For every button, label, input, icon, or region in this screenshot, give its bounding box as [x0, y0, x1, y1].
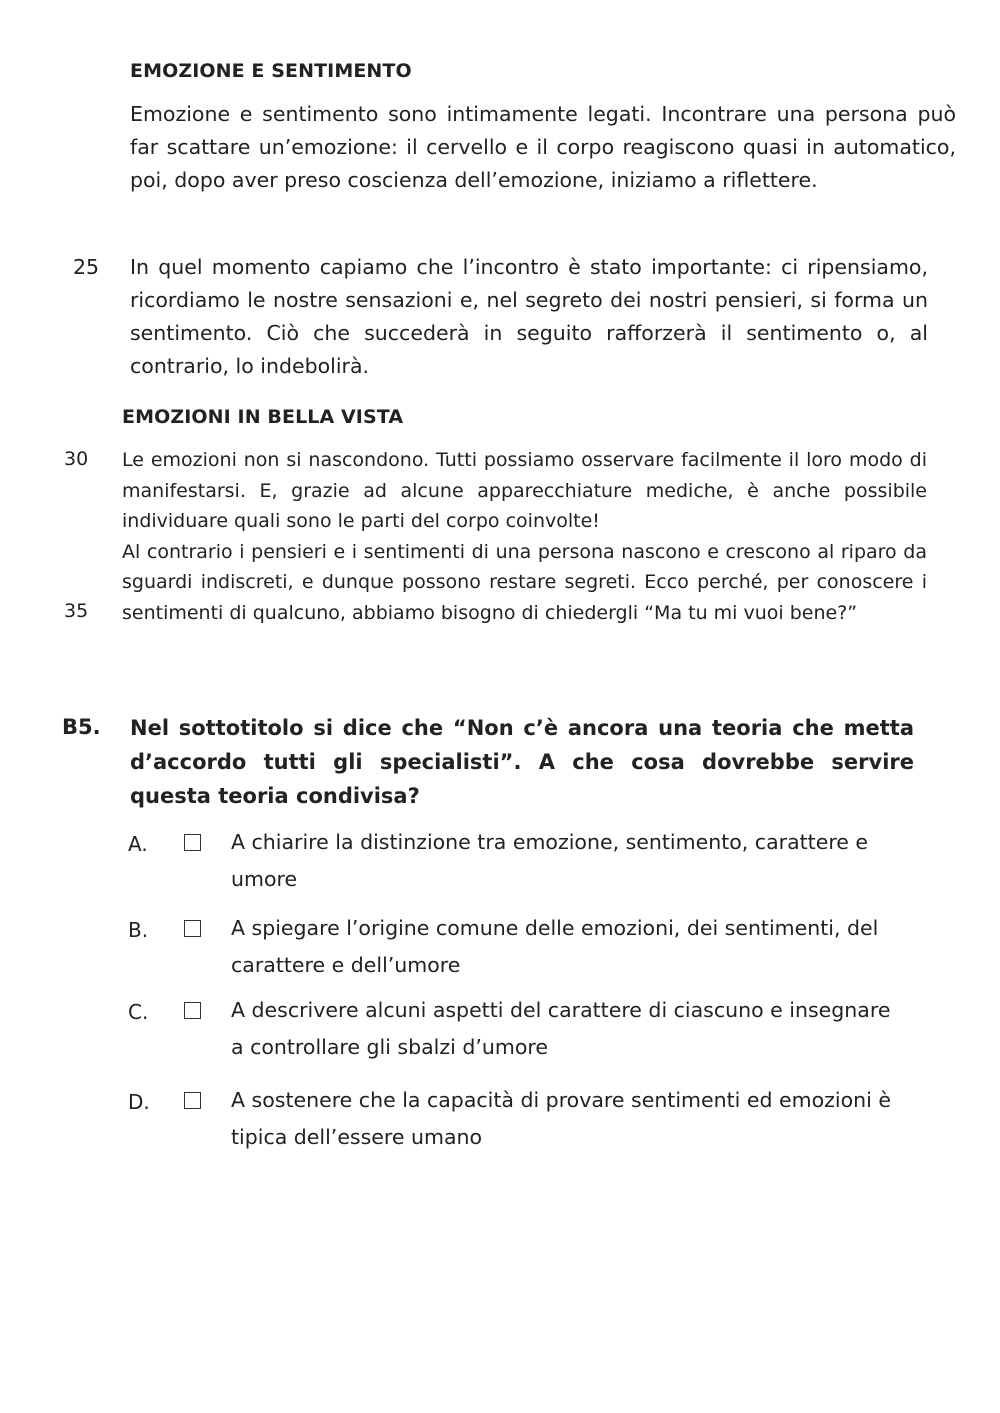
- section-heading-emozione: EMOZIONE E SENTIMENTO: [130, 60, 412, 82]
- section-heading-bella-vista: EMOZIONI IN BELLA VISTA: [122, 406, 404, 428]
- option-text-a-line1: A chiarire la distinzione tra emozione, sentimento, carattere e: [231, 830, 869, 854]
- option-text-b-line2: carattere e dell’umore: [231, 953, 461, 977]
- option-letter-d: D.: [128, 1090, 150, 1114]
- paragraph-pensieri-segreti: Al contrario i pensieri e i sentimenti di una persona nascono e crescono al riparo da sguardi indiscreti, e dunque possono restare segreti. Ecco perché, per conoscere i sentimenti di qualcuno, abbiamo bisogno di chiedergli “Ma tu mi vuoi bene?”: [122, 540, 927, 624]
- paragraph-incontro: In quel momento capiamo che l’incontro è stato importante: ci ripensiamo, ricordiamo le nostre sensazioni e, nel segreto dei nostri pensieri, si forma un sentimento. Ciò che succederà in seguito rafforzerà il sentimento o, al contrario, lo indebolirà.: [130, 255, 928, 378]
- option-checkbox-b[interactable]: [184, 920, 201, 937]
- option-checkbox-d[interactable]: [184, 1092, 201, 1109]
- option-letter-a: A.: [128, 832, 148, 856]
- question-text: Nel sottotitolo si dice che “Non c’è ancora una teoria che metta d’accordo tutti gli specialisti”. A che cosa dovrebbe servire questa teoria condivisa?: [130, 716, 914, 808]
- paragraph-emozioni-bella-vista: [122, 445, 927, 628]
- option-letter-c: C.: [128, 1000, 149, 1024]
- option-text-a: [231, 824, 868, 898]
- question-number: B5.: [62, 715, 101, 739]
- option-checkbox-a[interactable]: [184, 834, 201, 851]
- line-number-25: 25: [73, 255, 100, 279]
- option-text-c: [231, 992, 890, 1066]
- option-text-c-line1: A descrivere alcuni aspetti del carattere di ciascuno e insegnare: [231, 998, 891, 1022]
- option-letter-b: B.: [128, 918, 149, 942]
- option-text-b-line1: A spiegare l’origine comune delle emozioni, dei sentimenti, del: [231, 916, 879, 940]
- option-text-d-line2: tipica dell’essere umano: [231, 1125, 483, 1149]
- option-text-d-line1: A sostenere che la capacità di provare sentimenti ed emozioni è: [231, 1088, 891, 1112]
- line-number-30: 30: [64, 448, 89, 470]
- paragraph-manifestazione: Le emozioni non si nascondono. Tutti possiamo osservare facilmente il loro modo di manifestarsi. E, grazie ad alcune apparecchiature mediche, è anche possibile individuare quali sono le parti del corpo coinvolte!: [122, 449, 927, 532]
- option-text-b: [231, 910, 878, 984]
- line-number-35: 35: [64, 600, 89, 622]
- option-checkbox-c[interactable]: [184, 1002, 201, 1019]
- paragraph-emozione-sentimento: Emozione e sentimento sono intimamente legati. Incontrare una persona può far scattare un’emozione: il cervello e il corpo reagiscono quasi in automatico, poi, dopo aver preso coscienza dell’emozione, iniziamo a riflettere.: [130, 102, 956, 192]
- option-text-d: [231, 1082, 891, 1156]
- option-text-a-line2: umore: [231, 867, 298, 891]
- option-text-c-line2: a controllare gli sbalzi d’umore: [231, 1035, 548, 1059]
